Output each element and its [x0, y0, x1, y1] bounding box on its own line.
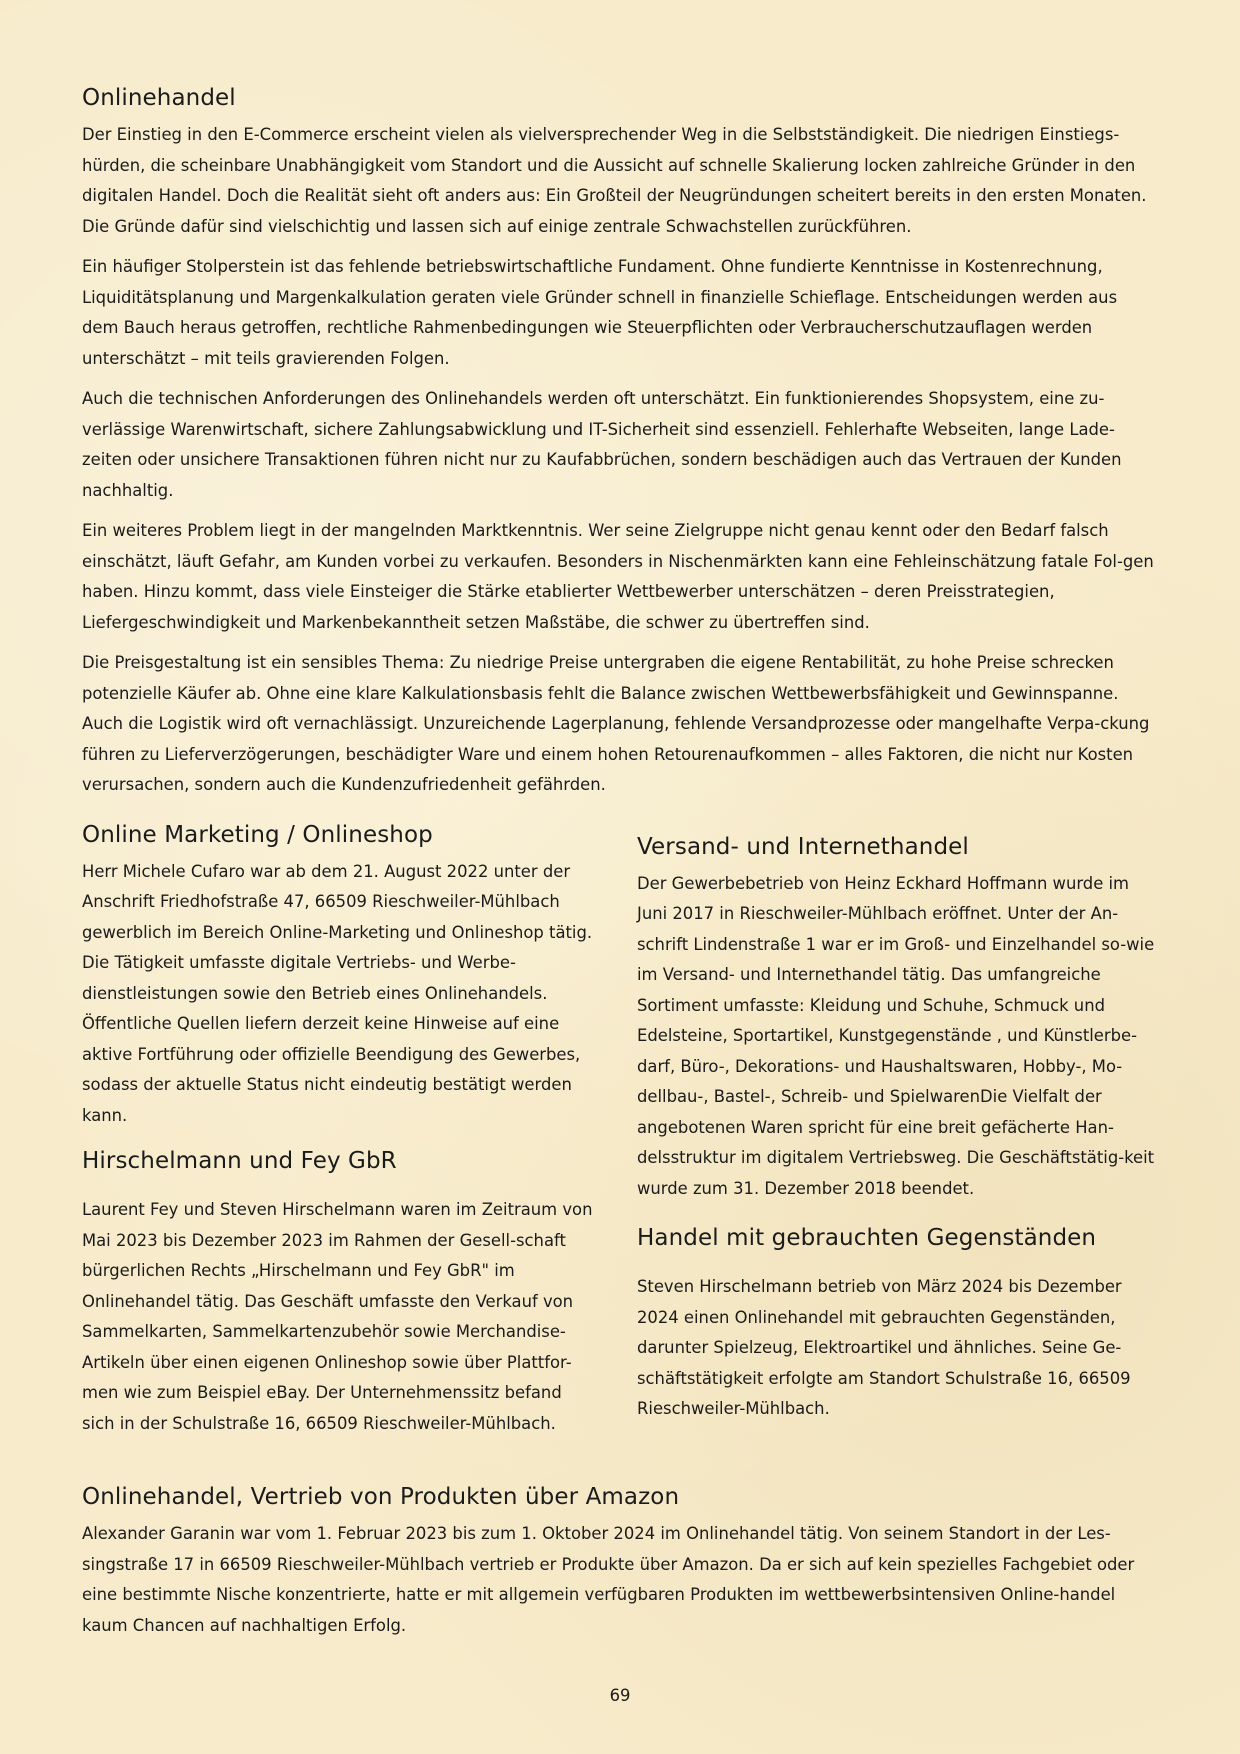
section-versand-internethandel: [637, 831, 1157, 1205]
section-title: Online Marketing / Onlineshop: [82, 821, 433, 848]
paragraph: Ein weiteres Problem liegt in der mangelnden Marktkenntnis. Wer seine Zielgruppe nicht genau kennt oder den Bedarf falsch einschätzt, läuft Gefahr, am Kunden vorbei zu verkaufen. Besonders in Nischenmärkten kann eine Fehleinschätzung fatale Fol-gen haben. Hinzu kommt, dass viele Einsteiger die Stärke etablierter Wettbewerber unterschätzen – deren Preisstrategien, Liefergeschwindigkeit und Markenbekanntheit setzen Maßstäbe, die schwer zu übertreffen sind.: [82, 521, 1154, 632]
paragraph: Auch die technischen Anforderungen des Onlinehandels werden oft unterschätzt. Ein funktionierendes Shopsystem, eine zu-verlässige Warenwirtschaft, sichere Zahlungsabwicklung und IT-Sicherheit sind essenziell. Fehlerhafte Webseiten, lange Lade-zeiten oder unsichere Transaktionen führen nicht nur zu Kaufabbrüchen, sondern beschädigen auch das Vertrauen der Kunden nachhaltig.: [82, 389, 1122, 500]
two-column-layout: [82, 819, 1157, 1454]
section-onlinehandel: [82, 82, 1157, 801]
section-online-marketing: [82, 819, 597, 1132]
section-amazon: [82, 1481, 1157, 1641]
section-title: Versand- und Internethandel: [637, 833, 969, 860]
section-hirschelmann-fey: [82, 1145, 597, 1439]
section-title: Onlinehandel, Vertrieb von Produkten über Amazon: [82, 1484, 680, 1510]
document-page: [82, 82, 1157, 1651]
paragraph: Alexander Garanin war vom 1. Februar 2023 bis zum 1. Oktober 2024 im Onlinehandel tätig. Von seinem Standort in der Les-singstraße 17 in 66509 Rieschweiler-Mühlbach vertrieb er Produkte über Amazon. Da er sich auf kein spezielles Fachgebiet oder eine bestimmte Nische konzentrierte, hatte er mit allgemein verfügbaren Produkten im wettbewerbsintensiven Online-handel kaum Chancen auf nachhaltigen Erfolg.: [82, 1524, 1135, 1635]
paragraph: Steven Hirschelmann betrieb von März 2024 bis Dezember 2024 einen Onlinehandel mit gebrauchten Gegenständen, darunter Spielzeug, Elektroartikel und ähnliches. Seine Ge-schäftstätigkeit erfolgte am Standort Schulstraße 16, 66509 Rieschweiler-Mühlbach.: [637, 1277, 1131, 1418]
paragraph: Laurent Fey und Steven Hirschelmann waren im Zeitraum von Mai 2023 bis Dezember 2023 im Rahmen der Gesell-schaft bürgerlichen Rechts „Hirschelmann und Fey GbR" im Onlinehandel tätig. Das Geschäft umfasste den Verkauf von Sammelkarten, Sammelkartenzubehör sowie Merchandise-Artikeln über einen eigenen Onlineshop sowie über Plattfor-men wie zum Beispiel eBay. Der Unternehmenssitz befand sich in der Schulstraße 16, 66509 Rieschweiler-Mühlbach.: [82, 1200, 593, 1433]
left-column: [82, 819, 597, 1454]
paragraph: Der Gewerbebetrieb von Heinz Eckhard Hoffmann wurde im Juni 2017 in Rieschweiler-Mühlbach eröffnet. Unter der An-schrift Lindenstraße 1 war er im Groß- und Einzelhandel so-wie im Versand- und Internethandel tätig. Das umfangreiche Sortiment umfasste: Kleidung und Schuhe, Schmuck und Edelsteine, Sportartikel, Kunstgegenstände , und Künstlerbe-darf, Büro-, Dekorations- und Haushaltswaren, Hobby-, Mo-dellbau-, Bastel-, Schreib- und SpielwarenDie Vielfalt der angebotenen Waren spricht für eine breit gefächerte Han-delsstruktur im digitalem Vertriebsweg. Die Geschäftstätig-keit wurde zum 31. Dezember 2018 beendet.: [637, 873, 1155, 1198]
section-title: Hirschelmann und Fey GbR: [82, 1148, 397, 1174]
section-title: Handel mit gebrauchten Gegenständen: [637, 1225, 1097, 1251]
paragraph: Ein häufiger Stolperstein ist das fehlende betriebswirtschaftliche Fundament. Ohne fundierte Kenntnisse in Kostenrechnung, Liquiditätsplanung und Margenkalkulation geraten viele Gründer schnell in finanzielle Schieflage. Entscheidungen werden aus dem Bauch heraus getroffen, rechtliche Rahmenbedingungen wie Steuerpflichten oder Verbraucherschutzauflagen werden unterschätzt – mit teils gravierenden Folgen.: [82, 257, 1118, 368]
section-gebrauchte-gegenstaende: [637, 1222, 1157, 1425]
right-column: [637, 819, 1157, 1454]
section-title: Onlinehandel: [82, 85, 236, 111]
paragraph: Die Preisgestaltung ist ein sensibles Thema: Zu niedrige Preise untergraben die eigene Rentabilität, zu hohe Preise schrecken potenzielle Käufer ab. Ohne eine klare Kalkulationsbasis fehlt die Balance zwischen Wettbewerbsfähigkeit und Gewinnspanne. Auch die Logistik wird oft vernachlässigt. Unzureichende Lagerplanung, fehlende Versandprozesse oder mangelhafte Verpa-ckung führen zu Lieferverzögerungen, beschädigter Ware und einem hohen Retourenaufkommen – alles Faktoren, die nicht nur Kosten verursachen, sondern auch die Kundenzufriedenheit gefährden.: [82, 653, 1150, 794]
paragraph: Der Einstieg in den E-Commerce erscheint vielen als vielversprechender Weg in die Selbstständigkeit. Die niedrigen Einstiegs-hürden, die scheinbare Unabhängigkeit vom Standort und die Aussicht auf schnelle Skalierung locken zahlreiche Gründer in den digitalen Handel. Doch die Realität sieht oft anders aus: Ein Großteil der Neugründungen scheitert bereits in den ersten Monaten. Die Gründe dafür sind vielschichtig und lassen sich auf einige zentrale Schwachstellen zurückführen.: [82, 125, 1147, 236]
paragraph: Herr Michele Cufaro war ab dem 21. August 2022 unter der Anschrift Friedhofstraße 47, 66509 Rieschweiler-Mühlbach gewerblich im Bereich Online-Marketing und Onlineshop tätig. Die Tätigkeit umfasste digitale Vertriebs- und Werbe-dienstleistungen sowie den Betrieb eines Onlinehandels. Öffentliche Quellen liefern derzeit keine Hinweise auf eine aktive Fortführung oder offizielle Beendigung des Gewerbes, sodass der aktuelle Status nicht eindeutig bestätigt werden kann.: [82, 861, 593, 1125]
page-number: 69: [609, 1686, 631, 1705]
